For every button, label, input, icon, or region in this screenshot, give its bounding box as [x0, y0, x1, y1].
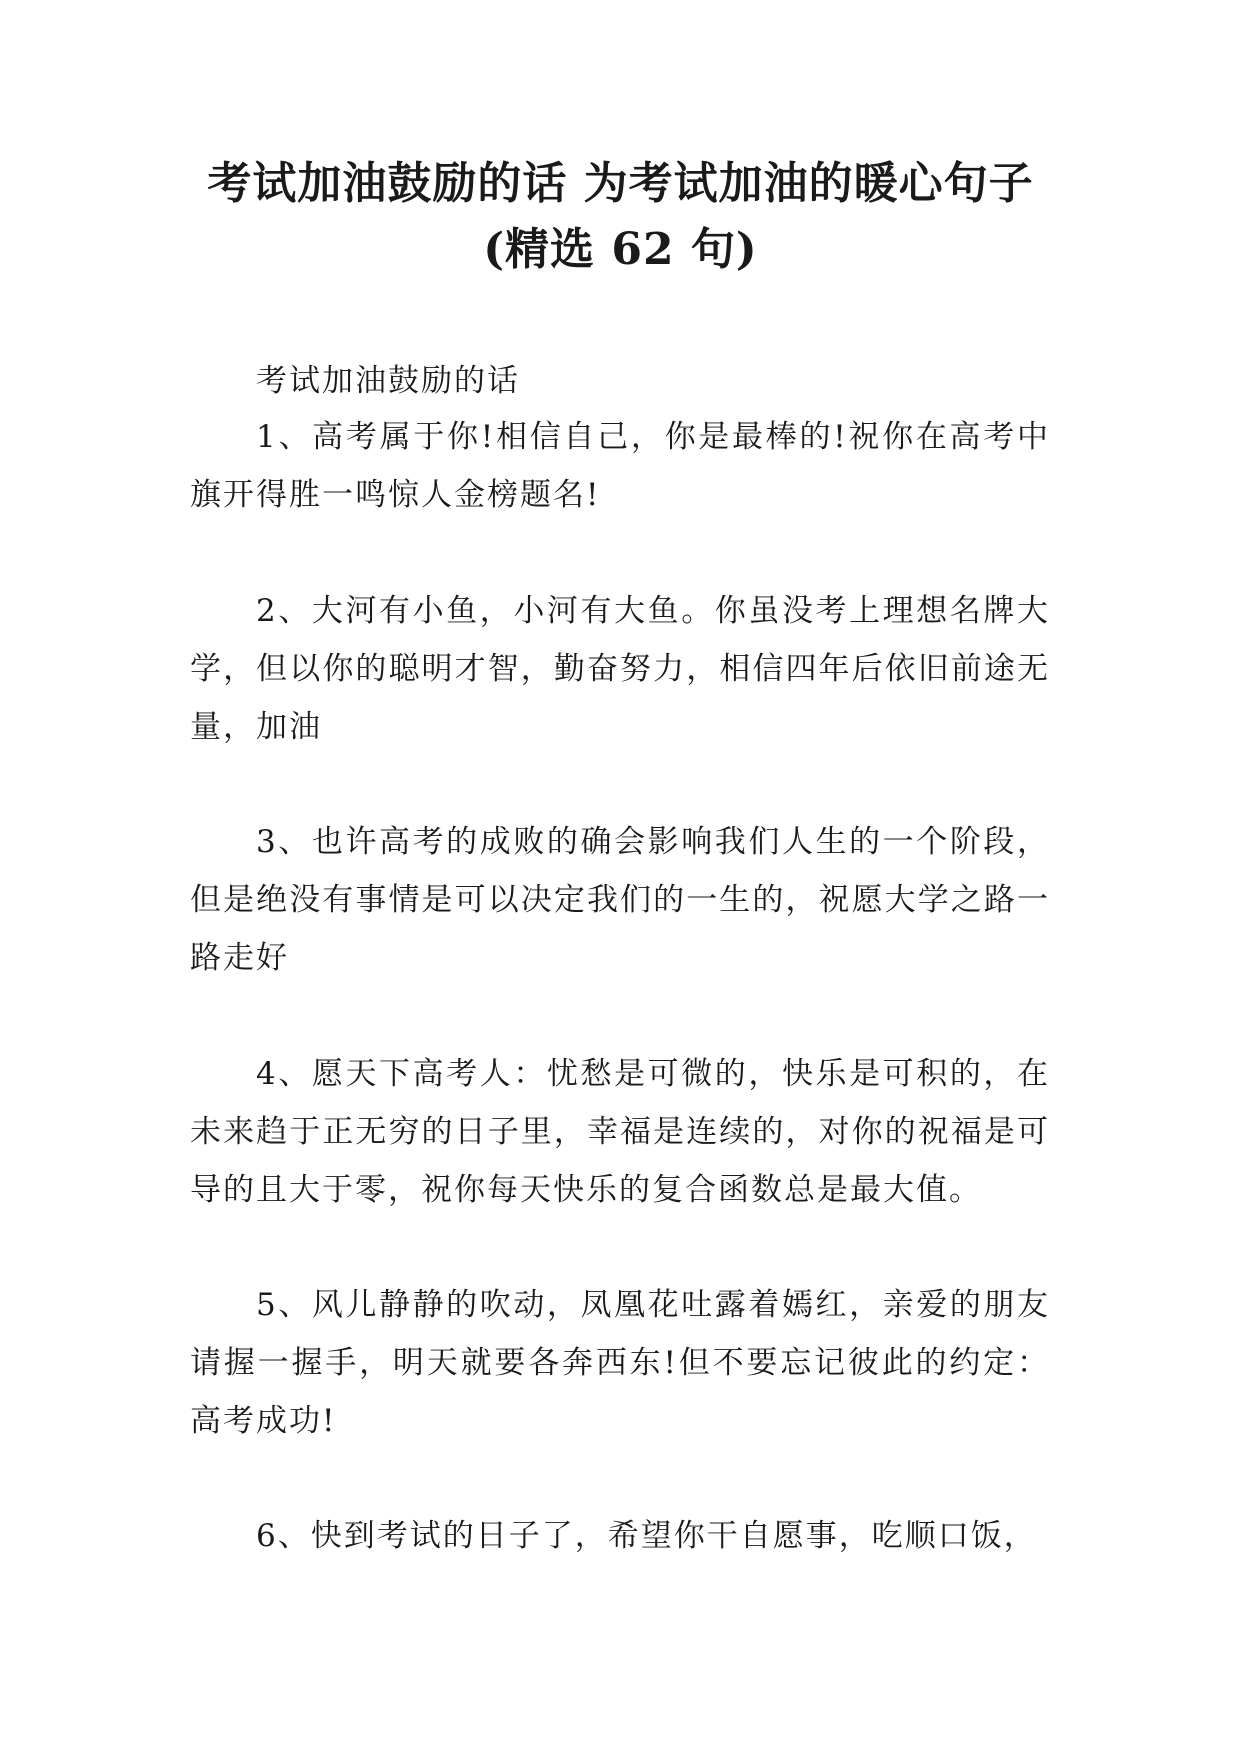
paragraph-3: 3、也许高考的成败的确会影响我们人生的一个阶段，但是绝没有事情是可以决定我们的一生的，祝愿大学之路一路走好 — [190, 824, 1050, 976]
document-title: 考试加油鼓励的话 为考试加油的暖心句子 — [207, 158, 1034, 209]
paragraph-5: 5、风儿静静的吹动，凤凰花吐露着嫣红，亲爱的朋友请握一握手，明天就要各奔西东!但不要忘记彼此的约定：高考成功! — [190, 1287, 1050, 1439]
paragraph-2: 2、大河有小鱼，小河有大鱼。你虽没考上理想名牌大学，但以你的聪明才智，勤奋努力，相信四年后依旧前途无量，加油 — [190, 593, 1050, 745]
section-heading: 考试加油鼓励的话 — [256, 363, 520, 399]
paragraph-4: 4、愿天下高考人：忧愁是可微的，快乐是可积的，在未来趋于正无穷的日子里，幸福是连续的，对你的祝福是可导的且大于零，祝你每天快乐的复合函数总是最大值。 — [190, 1056, 1050, 1208]
document-subtitle: (精选 62 句) — [483, 224, 758, 275]
paragraph-6: 6、快到考试的日子了，希望你干自愿事，吃顺口饭， — [256, 1518, 1037, 1554]
paragraph-1: 1、高考属于你!相信自己，你是最棒的!祝你在高考中旗开得胜一鸣惊人金榜题名! — [190, 419, 1050, 513]
